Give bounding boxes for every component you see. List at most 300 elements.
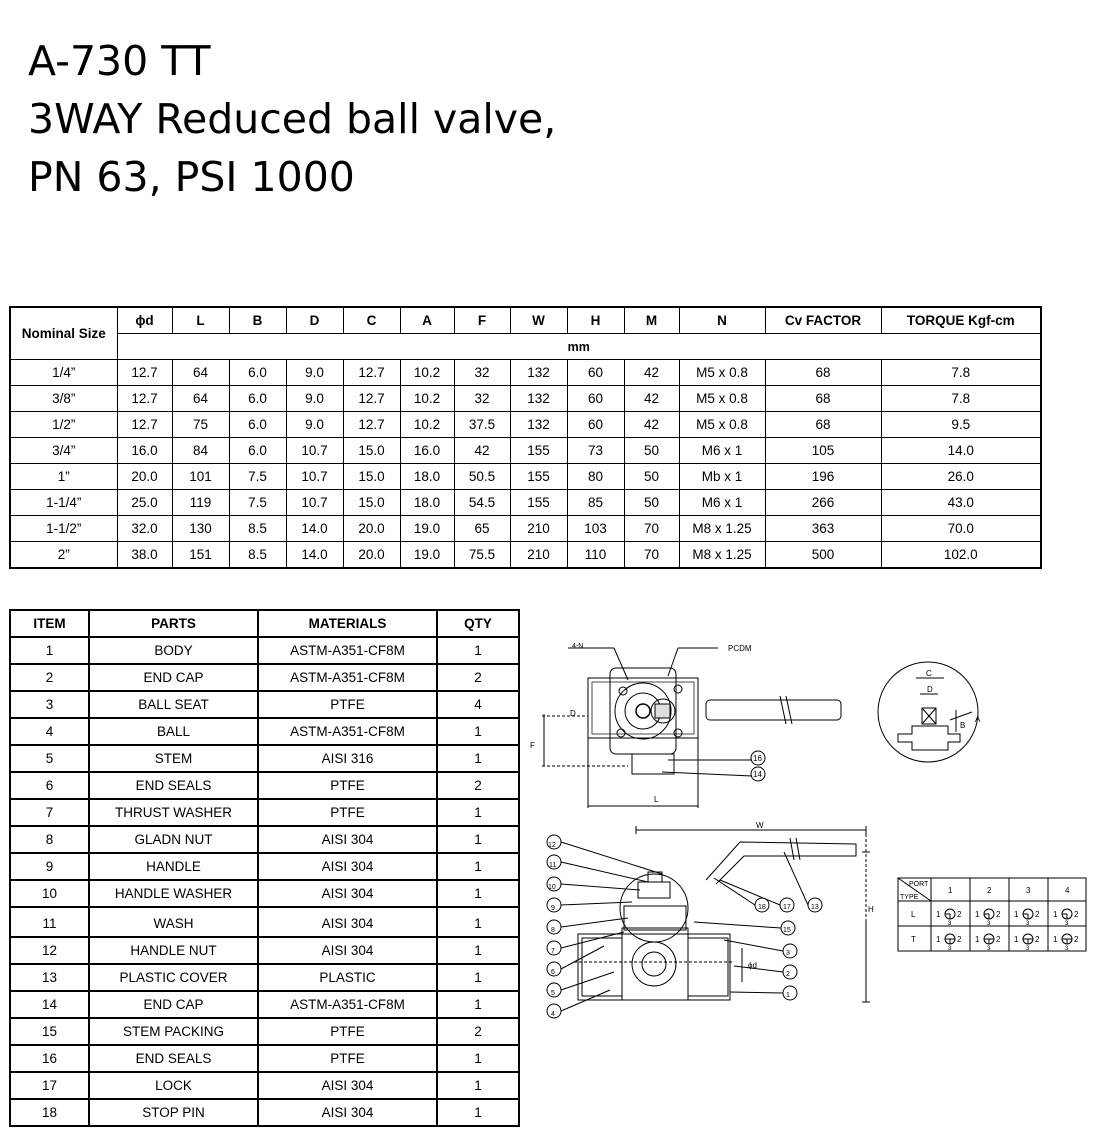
dimension-cell: 12.7: [343, 360, 400, 386]
quantity-cell: 2: [437, 1018, 519, 1045]
column-header: C: [343, 307, 400, 334]
part-name-cell: END CAP: [89, 991, 258, 1018]
nominal-size-cell: 1-1/4”: [10, 490, 117, 516]
parts-row: [10, 964, 519, 991]
flow-port-number: 1: [1053, 910, 1058, 919]
part-name-cell: PLASTIC COVER: [89, 964, 258, 991]
flow-symbol-icon: [975, 909, 1001, 927]
item-number-cell: 3: [10, 691, 89, 718]
parts-column-header: QTY: [437, 610, 519, 637]
parts-row: [10, 799, 519, 826]
dimension-row: [10, 516, 1041, 542]
port-header: 2: [987, 886, 992, 895]
balloon-left-7: 7: [551, 948, 555, 955]
dimension-cell: 60: [567, 386, 624, 412]
title-line-model: A-730 TT: [28, 37, 211, 85]
part-name-cell: STEM: [89, 745, 258, 772]
parts-row: [10, 1072, 519, 1099]
item-number-cell: 12: [10, 937, 89, 964]
dimension-cell: M5 x 0.8: [679, 360, 765, 386]
stem-detail-drawing: [872, 656, 984, 768]
dimension-cell: 500: [765, 542, 881, 569]
dimension-cell: 9.0: [286, 412, 343, 438]
quantity-cell: 1: [437, 637, 519, 664]
flow-symbol-icon: [975, 934, 1001, 952]
flow-port-number: 2: [957, 935, 962, 944]
flow-port-number: 2: [1074, 910, 1079, 919]
nominal-size-cell: 1”: [10, 464, 117, 490]
balloon-left-8: 8: [551, 927, 555, 934]
dimension-cell: 155: [510, 464, 567, 490]
dimension-cell: 210: [510, 542, 567, 569]
dimension-cell: 7.5: [229, 490, 286, 516]
port-header: 1: [948, 886, 953, 895]
nominal-size-cell: 3/4”: [10, 438, 117, 464]
dimension-cell: Mb x 1: [679, 464, 765, 490]
material-cell: AISI 304: [258, 880, 437, 907]
detail-label-a: A: [975, 715, 981, 724]
part-name-cell: BALL SEAT: [89, 691, 258, 718]
material-cell: PTFE: [258, 1018, 437, 1045]
dimension-cell: 37.5: [454, 412, 510, 438]
leader-line: [734, 966, 783, 972]
column-header: ϕd: [117, 307, 172, 334]
dimension-row: [10, 464, 1041, 490]
label-pcdm: PCDM: [728, 644, 752, 653]
dimension-cell: 132: [510, 386, 567, 412]
dimension-cell: 20.0: [343, 516, 400, 542]
column-header: N: [679, 307, 765, 334]
dimension-cell: 43.0: [881, 490, 1041, 516]
dimension-cell: 32: [454, 360, 510, 386]
dimension-cell: 70: [624, 516, 679, 542]
nominal-size-cell: 1-1/2”: [10, 516, 117, 542]
dimension-cell: 12.7: [343, 386, 400, 412]
quantity-cell: 1: [437, 1045, 519, 1072]
dimension-cell: 119: [172, 490, 229, 516]
dimension-cell: 68: [765, 386, 881, 412]
flow-port-number: 1: [975, 910, 980, 919]
parts-row: [10, 772, 519, 799]
item-number-cell: 13: [10, 964, 89, 991]
dimension-cell: 73: [567, 438, 624, 464]
parts-row: [10, 637, 519, 664]
dimension-table: [9, 306, 1042, 569]
part-name-cell: HANDLE WASHER: [89, 880, 258, 907]
dimension-cell: 130: [172, 516, 229, 542]
leader-line: [694, 922, 781, 928]
item-number-cell: 2: [10, 664, 89, 691]
dimension-cell: 110: [567, 542, 624, 569]
dimension-cell: 9.5: [881, 412, 1041, 438]
quantity-cell: 1: [437, 964, 519, 991]
item-number-cell: 9: [10, 853, 89, 880]
dimension-cell: 65: [454, 516, 510, 542]
dimension-cell: 50: [624, 490, 679, 516]
detail-label-b: B: [960, 721, 966, 730]
flow-port-number: 3: [987, 946, 991, 952]
column-header: D: [286, 307, 343, 334]
material-cell: AISI 304: [258, 937, 437, 964]
port-type-table: [897, 877, 1087, 953]
dimension-cell: M6 x 1: [679, 490, 765, 516]
dimension-cell: 7.5: [229, 464, 286, 490]
nominal-size-header: Nominal Size: [10, 307, 117, 360]
dimension-cell: 10.7: [286, 464, 343, 490]
dimension-cell: 9.0: [286, 386, 343, 412]
quantity-cell: 4: [437, 691, 519, 718]
material-cell: AISI 316: [258, 745, 437, 772]
parts-row: [10, 991, 519, 1018]
dimension-cell: 151: [172, 542, 229, 569]
material-cell: AISI 304: [258, 1072, 437, 1099]
flow-port-number: 2: [996, 910, 1001, 919]
quantity-cell: 2: [437, 664, 519, 691]
part-name-cell: BODY: [89, 637, 258, 664]
dimension-cell: 14.0: [881, 438, 1041, 464]
dimension-cell: 8.5: [229, 542, 286, 569]
balloon-left-4: 4: [551, 1011, 555, 1018]
dimension-cell: 15.0: [343, 464, 400, 490]
dimension-cell: 266: [765, 490, 881, 516]
dimension-cell: 20.0: [343, 542, 400, 569]
dimension-cell: 42: [454, 438, 510, 464]
flow-port-number: 2: [996, 935, 1001, 944]
balloon-right-2: 2: [786, 971, 790, 978]
material-cell: PTFE: [258, 1045, 437, 1072]
quantity-cell: 1: [437, 907, 519, 937]
flow-port-number: 1: [936, 935, 941, 944]
item-number-cell: 7: [10, 799, 89, 826]
parts-row: [10, 718, 519, 745]
leader-line: [730, 992, 783, 993]
balloon-14: 14: [753, 770, 762, 779]
label-4-n: 4-N: [572, 643, 584, 650]
dimension-cell: M5 x 0.8: [679, 386, 765, 412]
dimension-cell: M8 x 1.25: [679, 516, 765, 542]
item-number-cell: 14: [10, 991, 89, 1018]
balloon-16: 16: [753, 754, 762, 763]
flow-symbol-icon: [936, 909, 962, 927]
part-name-cell: END CAP: [89, 664, 258, 691]
parts-column-header: MATERIALS: [258, 610, 437, 637]
dimension-cell: 132: [510, 360, 567, 386]
dimension-cell: 10.7: [286, 490, 343, 516]
flow-port-number: 1: [1014, 935, 1019, 944]
part-name-cell: LOCK: [89, 1072, 258, 1099]
leader-line: [561, 902, 632, 905]
dimension-cell: M5 x 0.8: [679, 412, 765, 438]
balloon-left-9: 9: [551, 905, 555, 912]
flow-port-number: 1: [975, 935, 980, 944]
dimension-cell: 103: [567, 516, 624, 542]
port-header: 3: [1026, 886, 1031, 895]
leader-line: [784, 852, 808, 905]
dimension-cell: 155: [510, 438, 567, 464]
material-cell: ASTM-A351-CF8M: [258, 664, 437, 691]
parts-table-body: [10, 637, 519, 1126]
quantity-cell: 1: [437, 937, 519, 964]
flow-port-number: 1: [1014, 910, 1019, 919]
dimension-cell: 12.7: [117, 386, 172, 412]
column-header: B: [229, 307, 286, 334]
flow-symbol-icon: [1053, 909, 1079, 927]
item-number-cell: 5: [10, 745, 89, 772]
column-header: F: [454, 307, 510, 334]
balloon-right-13: 13: [811, 904, 819, 911]
flow-symbol-icon: [1014, 909, 1040, 927]
dimension-cell: 18.0: [400, 490, 454, 516]
detail-label-c: C: [926, 669, 932, 678]
quantity-cell: 1: [437, 745, 519, 772]
quantity-cell: 1: [437, 880, 519, 907]
parts-header-row: [10, 610, 519, 637]
balloon-left-6: 6: [551, 969, 555, 976]
dimension-row: [10, 360, 1041, 386]
dimension-cell: 15.0: [343, 438, 400, 464]
label-d: D: [570, 709, 576, 718]
item-number-cell: 16: [10, 1045, 89, 1072]
balloon-left-11: 11: [549, 862, 557, 869]
parts-row: [10, 1018, 519, 1045]
dimension-cell: 60: [567, 412, 624, 438]
part-name-cell: END SEALS: [89, 772, 258, 799]
flow-port-number: 3: [1065, 921, 1069, 927]
balloon-right-15: 15: [783, 927, 791, 934]
column-header: TORQUE Kgf-cm: [881, 307, 1041, 334]
dimension-cell: 68: [765, 412, 881, 438]
flow-port-number: 3: [948, 921, 952, 927]
part-name-cell: BALL: [89, 718, 258, 745]
dimension-cell: 12.7: [343, 412, 400, 438]
dimension-cell: 64: [172, 360, 229, 386]
column-header: W: [510, 307, 567, 334]
dimension-cell: 8.5: [229, 516, 286, 542]
parts-row: [10, 1045, 519, 1072]
label-f: F: [530, 741, 535, 750]
material-cell: ASTM-A351-CF8M: [258, 637, 437, 664]
flow-symbol-icon: [1053, 934, 1079, 952]
label-phi-d: ϕd: [748, 961, 757, 970]
dimension-row: [10, 386, 1041, 412]
flow-port-number: 1: [936, 910, 941, 919]
part-name-cell: STEM PACKING: [89, 1018, 258, 1045]
quantity-cell: 2: [437, 772, 519, 799]
balloon-left-10: 10: [548, 884, 556, 891]
quantity-cell: 1: [437, 718, 519, 745]
flow-port-number: 3: [1026, 921, 1030, 927]
item-number-cell: 11: [10, 907, 89, 937]
unit-label: mm: [117, 334, 1041, 360]
nominal-size-cell: 1/2”: [10, 412, 117, 438]
dimension-cell: 26.0: [881, 464, 1041, 490]
dimension-cell: 18.0: [400, 464, 454, 490]
item-number-cell: 6: [10, 772, 89, 799]
dimension-cell: 14.0: [286, 516, 343, 542]
dimension-header-row: [10, 307, 1041, 334]
parts-row: [10, 880, 519, 907]
type-corner-label: TYPE: [900, 894, 919, 901]
leader-line: [561, 842, 662, 874]
dimension-cell: 75: [172, 412, 229, 438]
parts-row: [10, 664, 519, 691]
leader-line: [561, 972, 614, 990]
nominal-size-cell: 2”: [10, 542, 117, 569]
dimension-cell: 10.2: [400, 412, 454, 438]
dimension-cell: 19.0: [400, 542, 454, 569]
unit-row: [10, 334, 1041, 360]
dimension-cell: 42: [624, 360, 679, 386]
page-title: [28, 32, 556, 206]
dimension-cell: 102.0: [881, 542, 1041, 569]
dimension-cell: 7.8: [881, 386, 1041, 412]
dimension-cell: 80: [567, 464, 624, 490]
dimension-row: [10, 542, 1041, 569]
dimension-cell: 196: [765, 464, 881, 490]
material-cell: PLASTIC: [258, 964, 437, 991]
column-header: Cv FACTOR: [765, 307, 881, 334]
dimension-cell: 54.5: [454, 490, 510, 516]
valve-top-view-drawing: [528, 636, 868, 816]
flow-port-number: 2: [1074, 935, 1079, 944]
flow-port-number: 2: [1035, 935, 1040, 944]
dimension-cell: 32: [454, 386, 510, 412]
part-name-cell: STOP PIN: [89, 1099, 258, 1126]
dimension-cell: 10.2: [400, 386, 454, 412]
dimension-cell: 42: [624, 412, 679, 438]
material-cell: PTFE: [258, 772, 437, 799]
dimension-cell: 155: [510, 490, 567, 516]
dimension-cell: 70.0: [881, 516, 1041, 542]
dimension-row: [10, 438, 1041, 464]
part-name-cell: WASH: [89, 907, 258, 937]
label-w: W: [756, 822, 764, 830]
flow-port-number: 2: [1035, 910, 1040, 919]
parts-row: [10, 853, 519, 880]
column-header: A: [400, 307, 454, 334]
quantity-cell: 1: [437, 799, 519, 826]
material-cell: AISI 304: [258, 907, 437, 937]
dimension-row: [10, 412, 1041, 438]
leader-line: [561, 918, 628, 927]
dimension-cell: 10.7: [286, 438, 343, 464]
dimension-cell: 50: [624, 438, 679, 464]
dimension-cell: 6.0: [229, 386, 286, 412]
parts-row: [10, 907, 519, 937]
dimension-cell: 12.7: [117, 360, 172, 386]
leader-line: [724, 940, 783, 951]
dimension-cell: 84: [172, 438, 229, 464]
dimension-cell: 16.0: [117, 438, 172, 464]
balloon-left-5: 5: [551, 990, 555, 997]
dimension-cell: 19.0: [400, 516, 454, 542]
balloon-right-3: 3: [786, 950, 790, 957]
dimension-cell: 42: [624, 386, 679, 412]
title-line-description: 3WAY Reduced ball valve,: [28, 95, 557, 143]
dimension-cell: 70: [624, 542, 679, 569]
dimension-cell: 132: [510, 412, 567, 438]
column-header: H: [567, 307, 624, 334]
dimension-cell: 15.0: [343, 490, 400, 516]
material-cell: AISI 304: [258, 1099, 437, 1126]
quantity-cell: 1: [437, 853, 519, 880]
dimension-cell: 85: [567, 490, 624, 516]
dimension-cell: M8 x 1.25: [679, 542, 765, 569]
flow-symbol-icon: [936, 934, 962, 952]
part-name-cell: GLADN NUT: [89, 826, 258, 853]
nominal-size-cell: 1/4”: [10, 360, 117, 386]
quantity-cell: 1: [437, 991, 519, 1018]
balloon-left-12: 12: [548, 842, 556, 849]
dimension-cell: 20.0: [117, 464, 172, 490]
dimension-cell: 12.7: [117, 412, 172, 438]
dimension-cell: 105: [765, 438, 881, 464]
port-header: 4: [1065, 886, 1070, 895]
item-number-cell: 10: [10, 880, 89, 907]
dimension-cell: M6 x 1: [679, 438, 765, 464]
dimension-cell: 16.0: [400, 438, 454, 464]
port-corner-label: PORT: [909, 881, 929, 888]
parts-row: [10, 691, 519, 718]
item-number-cell: 8: [10, 826, 89, 853]
flow-port-number: 3: [987, 921, 991, 927]
dimension-cell: 14.0: [286, 542, 343, 569]
parts-row: [10, 745, 519, 772]
dimension-cell: 6.0: [229, 438, 286, 464]
flow-port-number: 3: [948, 946, 952, 952]
material-cell: AISI 304: [258, 853, 437, 880]
dimension-cell: 6.0: [229, 360, 286, 386]
balloon-right-18: 18: [758, 904, 766, 911]
dimension-cell: 50.5: [454, 464, 510, 490]
title-line-rating: PN 63, PSI 1000: [28, 153, 355, 201]
column-header: M: [624, 307, 679, 334]
dimension-cell: 38.0: [117, 542, 172, 569]
item-number-cell: 17: [10, 1072, 89, 1099]
dimension-cell: 6.0: [229, 412, 286, 438]
type-label-l: L: [911, 910, 916, 919]
dimension-row: [10, 490, 1041, 516]
type-label-t: T: [911, 935, 916, 944]
balloon-right-1: 1: [786, 992, 790, 999]
item-number-cell: 18: [10, 1099, 89, 1126]
valve-sectional-view-drawing: [544, 822, 878, 1032]
label-l: L: [654, 795, 659, 804]
material-cell: AISI 304: [258, 826, 437, 853]
item-number-cell: 1: [10, 637, 89, 664]
flow-symbol-icon: [1014, 934, 1040, 952]
flow-port-number: 3: [1026, 946, 1030, 952]
dimension-cell: 363: [765, 516, 881, 542]
flow-port-number: 3: [1065, 946, 1069, 952]
dimension-cell: 7.8: [881, 360, 1041, 386]
material-cell: PTFE: [258, 799, 437, 826]
dimension-cell: 50: [624, 464, 679, 490]
dimension-table-body: [10, 360, 1041, 569]
dimension-cell: 25.0: [117, 490, 172, 516]
balloon-right-17: 17: [783, 904, 791, 911]
quantity-cell: 1: [437, 1099, 519, 1126]
label-h: H: [868, 905, 874, 914]
parts-table: [9, 609, 520, 1127]
part-name-cell: END SEALS: [89, 1045, 258, 1072]
dimension-cell: 68: [765, 360, 881, 386]
flow-port-number: 1: [1053, 935, 1058, 944]
item-number-cell: 4: [10, 718, 89, 745]
column-header: L: [172, 307, 229, 334]
dimension-cell: 101: [172, 464, 229, 490]
quantity-cell: 1: [437, 1072, 519, 1099]
